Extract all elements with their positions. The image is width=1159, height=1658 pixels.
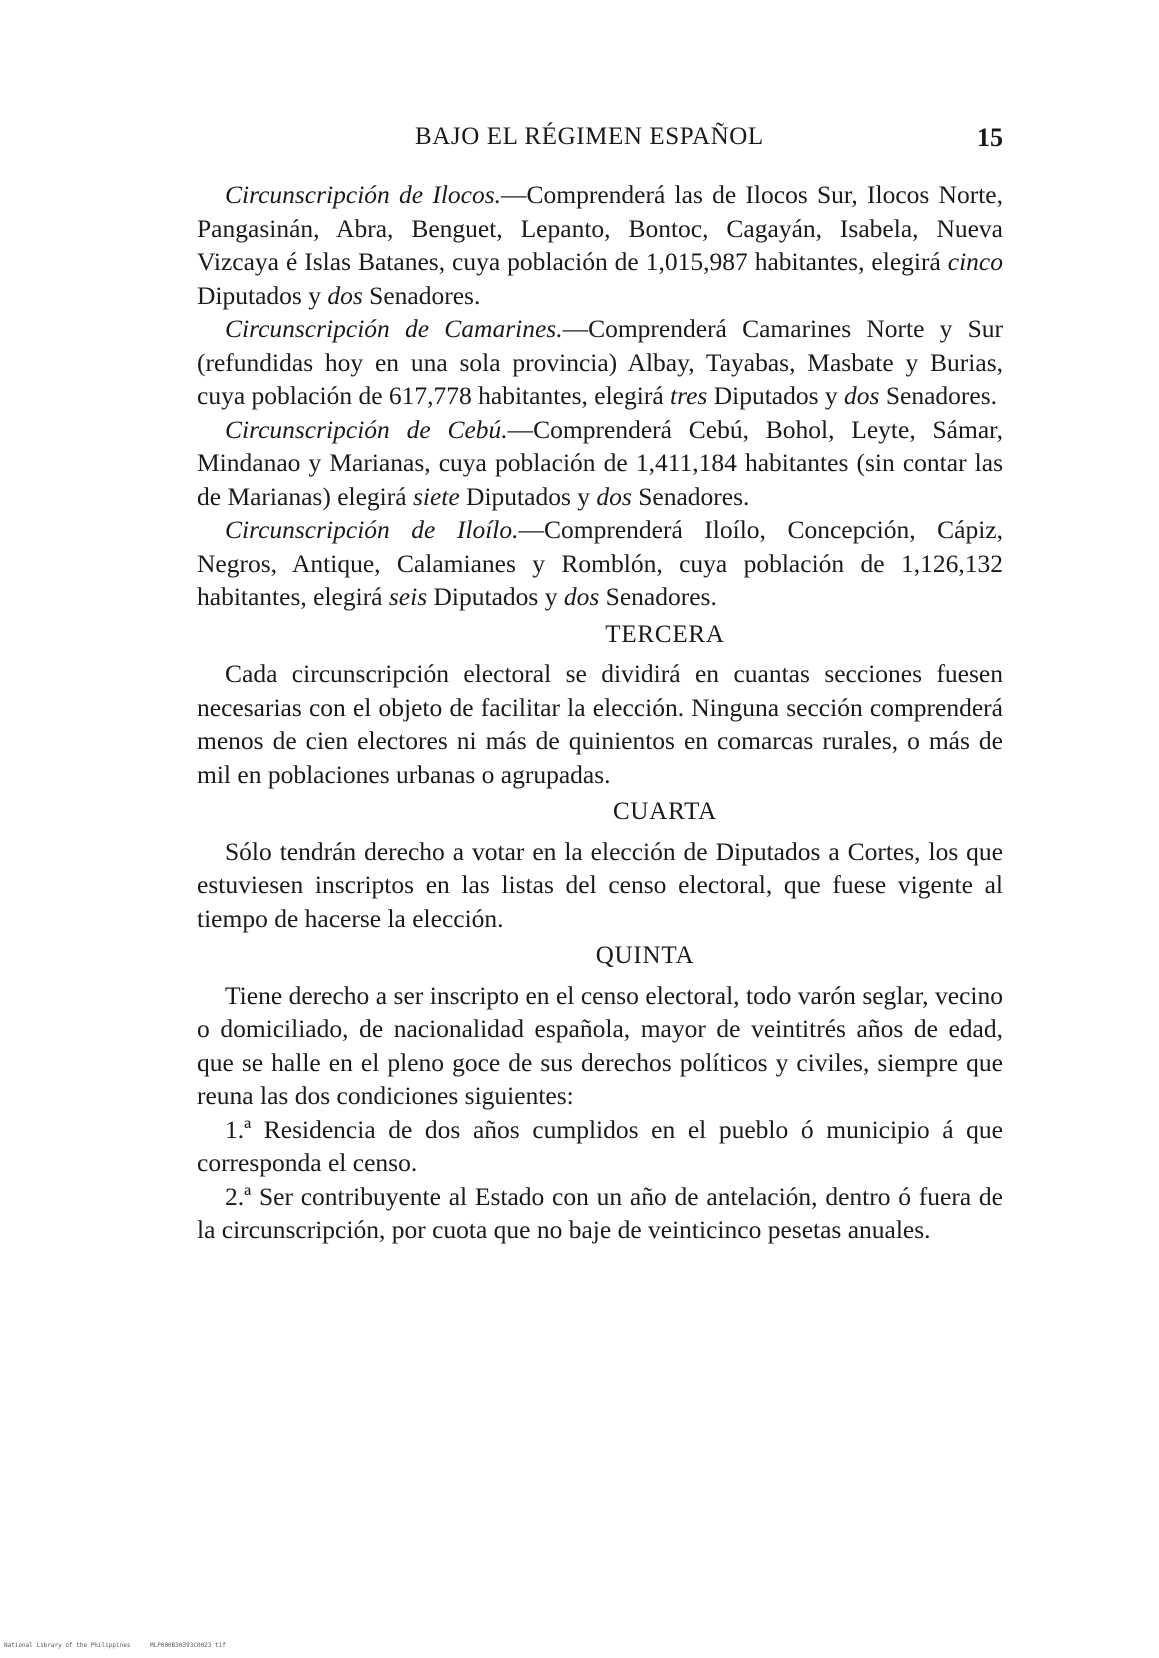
paragraph-ilocos xyxy=(197,178,1003,312)
paragraph-text: Diputados y xyxy=(707,381,845,410)
paragraph-camarines xyxy=(197,312,1003,413)
paragraph-text: Diputados y xyxy=(197,280,328,310)
emphasis: cinco xyxy=(947,247,1003,276)
paragraph-lead: Circunscripción de Camarines. xyxy=(225,314,563,343)
paragraph-iloilo xyxy=(197,513,1003,614)
paragraph-text: Diputados y xyxy=(459,481,597,511)
list-item-condition-1: 1.ª Residencia de dos años cumplidos en el pueblo ó municipio á que corresponda el censo. xyxy=(197,1114,1003,1177)
paragraph-text: Senadores. xyxy=(879,381,998,410)
paragraph-text: —Comprenderá las de Ilocos Sur, Ilocos Norte, Pangasinán, Abra, Benguet, Lepanto, Bontoc, Cagayán, Isabela, Nueva Vizcaya é Islas Batanes, cuya población de 1,015,987 habitantes, elegirá xyxy=(197,180,1003,276)
paragraph-lead: Circunscripción de Iloílo. xyxy=(225,515,519,544)
emphasis: tres xyxy=(670,381,708,410)
body-text xyxy=(197,178,1003,1247)
paragraph-text: Senadores. xyxy=(362,280,481,310)
paragraph-cuarta: Sólo tendrán derecho a votar en la elección de Diputados a Cortes, los que estuviesen inscriptos en las listas del censo electoral, que fuese vigente al tiempo de hacerse la elección. xyxy=(197,836,1003,933)
emphasis: dos xyxy=(327,280,363,310)
section-heading-tercera: TERCERA xyxy=(605,620,725,648)
paragraph-text: —Comprenderá Camarines Norte y Sur (refundidas hoy en una sola provincia) Albay, Tayabas, Masbate y Burias, cuya población de 617,778 habitantes, elegirá xyxy=(197,314,1003,410)
paragraph-text: —Comprenderá Iloílo, Concepción, Cápiz, Negros, Antique, Calamianes y Romblón, cuya población de 1,126,132 habitantes, elegirá xyxy=(197,515,1003,611)
library-stamp: National Library of the Philippines xyxy=(4,1642,131,1649)
paragraph-tercera: Cada circunscripción electoral se dividirá en cuantas secciones fuesen necesarias con el objeto de facilitar la elección. Ninguna sección comprenderá menos de cien electores ni más de quinientos en comarcas rurales, o más de mil en poblaciones urbanas o agrupadas. xyxy=(197,659,1003,789)
running-title: BAJO EL RÉGIMEN ESPAÑOL xyxy=(415,123,764,150)
emphasis: dos xyxy=(596,481,632,511)
emphasis: seis xyxy=(388,582,428,611)
paragraph-lead: Circunscripción de Ilocos. xyxy=(225,180,502,209)
emphasis: dos xyxy=(563,582,600,611)
paragraph-text: Senadores. xyxy=(631,481,750,511)
running-head xyxy=(195,123,1003,163)
paragraph-text: —Comprenderá Cebú, Bohol, Leyte, Sámar, Mindanao y Marianas, cuya población de 1,411,184 habitantes (sin contar las de Marianas) elegirá xyxy=(197,414,1004,511)
paragraph-quinta: Tiene derecho a ser inscripto en el censo electoral, todo varón seglar, vecino o domiciliado, de nacionalidad española, mayor de veintitrés años de edad, que se halle en el pleno goce de sus derechos políticos y civiles, siempre que reuna las dos condiciones siguientes: xyxy=(197,980,1003,1110)
scan-id-stamp: MLP000B30393C0023 tif xyxy=(150,1642,226,1649)
emphasis: dos xyxy=(844,381,880,410)
paragraph-cebu xyxy=(197,413,1003,514)
paragraph-text: Diputados y xyxy=(427,582,564,611)
list-item-condition-2: 2.ª Ser contribuyente al Estado con un año de antelación, dentro ó fuera de la circunscripción, por cuota que no baje de veinticinco pesetas anuales. xyxy=(197,1181,1003,1244)
paragraph-text: Senadores. xyxy=(599,582,717,611)
emphasis: siete xyxy=(412,481,460,511)
section-heading-quinta: QUINTA xyxy=(595,942,695,969)
section-heading-cuarta: CUARTA xyxy=(612,798,718,825)
page-number: 15 xyxy=(977,123,1003,152)
paragraph-lead: Circunscripción de Cebú. xyxy=(225,414,508,444)
